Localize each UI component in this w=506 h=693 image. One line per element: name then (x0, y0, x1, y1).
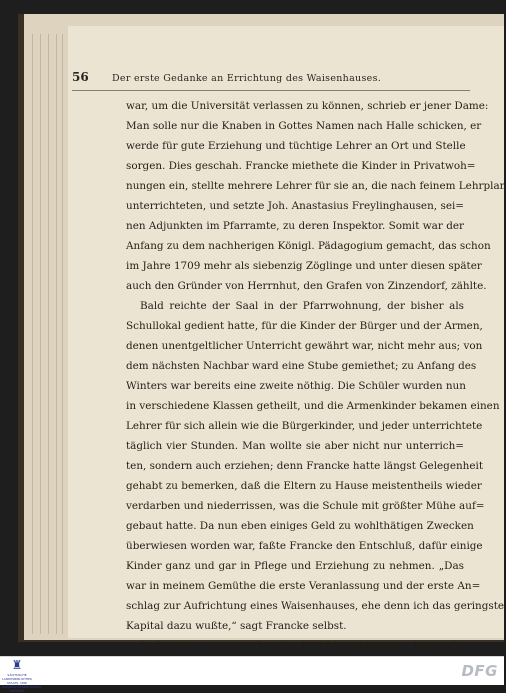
text-line: in verschiedene Klassen getheilt, und die Armenkinder bekamen einen (126, 400, 500, 412)
page-number: 56 (72, 70, 89, 84)
text-line: Winters war bereits eine zweite nöthig. Die Schüler wurden nun (126, 380, 466, 392)
page-edge-line (62, 34, 63, 634)
running-title: Der erste Gedanke an Errichtung des Waisenhauses. (112, 73, 382, 84)
text-line: war, um die Universität verlassen zu können, schrieb er jener Dame: (126, 100, 489, 112)
dfg-logo[interactable]: DFG (461, 662, 498, 680)
text-line: schlag zur Aufrichtung eines Waisenhauses, ehe denn ich das geringste (126, 600, 505, 612)
text-line: unterrichteten, und setzte Joh. Anastasius Freylinghausen, sei= (126, 200, 464, 212)
text-line: In ihm war ein guter Geist in die Welt gekommen, dem nicht (140, 640, 464, 652)
header-rule (72, 90, 470, 91)
text-line: Lehrer für sich allein wie die Bürgerkinder, und jeder unterrichtete (126, 420, 483, 432)
page-edge-line (56, 34, 57, 634)
text-line: im Jahre 1709 mehr als siebenzig Zöglinge und unter diesen später (126, 260, 482, 272)
page-edge-line (48, 34, 49, 634)
text-line: Anfang zu dem nachherigen Königl. Pädagogium gemacht, das schon (126, 240, 491, 252)
text-line: Kinder ganz und gar in Pflege und Erziehung zu nehmen. „Das (126, 560, 464, 572)
library-logo[interactable] (2, 658, 42, 693)
text-line: nungen ein, stellte mehrere Lehrer für sie an, die nach feinem Lehrplan (126, 180, 506, 192)
running-head (72, 70, 472, 90)
text-line: werde für gute Erziehung und tüchtige Lehrer an Ort und Stelle (126, 140, 466, 152)
library-logo-text: SÄCHSISCHE LANDESBIBLIOTHEK STAATS- UND UNIVERSITÄTSBIBLIOTHEK DRESDEN (2, 673, 42, 693)
text-line: Kapital dazu wußte,“ sagt Francke selbst. (126, 620, 347, 632)
text-line: gebaut hatte. Da nun eben einiges Geld zu wohlthätigen Zwecken (126, 520, 474, 532)
page-edge-line (32, 34, 33, 634)
text-line: gehabt zu bemerken, daß die Eltern zu Hause meistentheils wieder (126, 480, 482, 492)
text-line: täglich vier Stunden. Man wollte sie aber nicht nur unterrich= (126, 440, 464, 452)
page-edge-line (40, 34, 41, 634)
text-line: war in meinem Gemüthe die erste Veranlassung und der erste An= (126, 580, 481, 592)
library-crest-icon: ♜ (11, 658, 23, 672)
text-line: Bald reichte der Saal in der Pfarrwohnung, der bisher als (140, 300, 464, 312)
text-line: verdarben und niederrissen, was die Schule mit größter Mühe auf= (126, 500, 485, 512)
text-line: überwiesen worden war, faßte Francke den Entschluß, dafür einige (126, 540, 483, 552)
text-line: Schullokal gedient hatte, für die Kinder der Bürger und der Armen, (126, 320, 483, 332)
viewer-footer (0, 656, 504, 693)
text-line: Man solle nur die Knaben in Gottes Namen nach Halle schicken, er (126, 120, 482, 132)
text-line: dem nächsten Nachbar ward eine Stube gemiethet; zu Anfang des (126, 360, 477, 372)
text-line: denen unentgeltlicher Unterricht gewährt war, nicht mehr aus; von (126, 340, 483, 352)
text-line: ten, sondern auch erziehen; denn Francke hatte längst Gelegenheit (126, 460, 484, 472)
text-line: sorgen. Dies geschah. Francke miethete die Kinder in Privatwoh= (126, 160, 476, 172)
text-line: nen Adjunkten im Pfarramte, zu deren Inspektor. Somit war der (126, 220, 464, 232)
text-line: auch den Gründer von Herrnhut, den Grafen von Zinzendorf, zählte. (126, 280, 487, 292)
